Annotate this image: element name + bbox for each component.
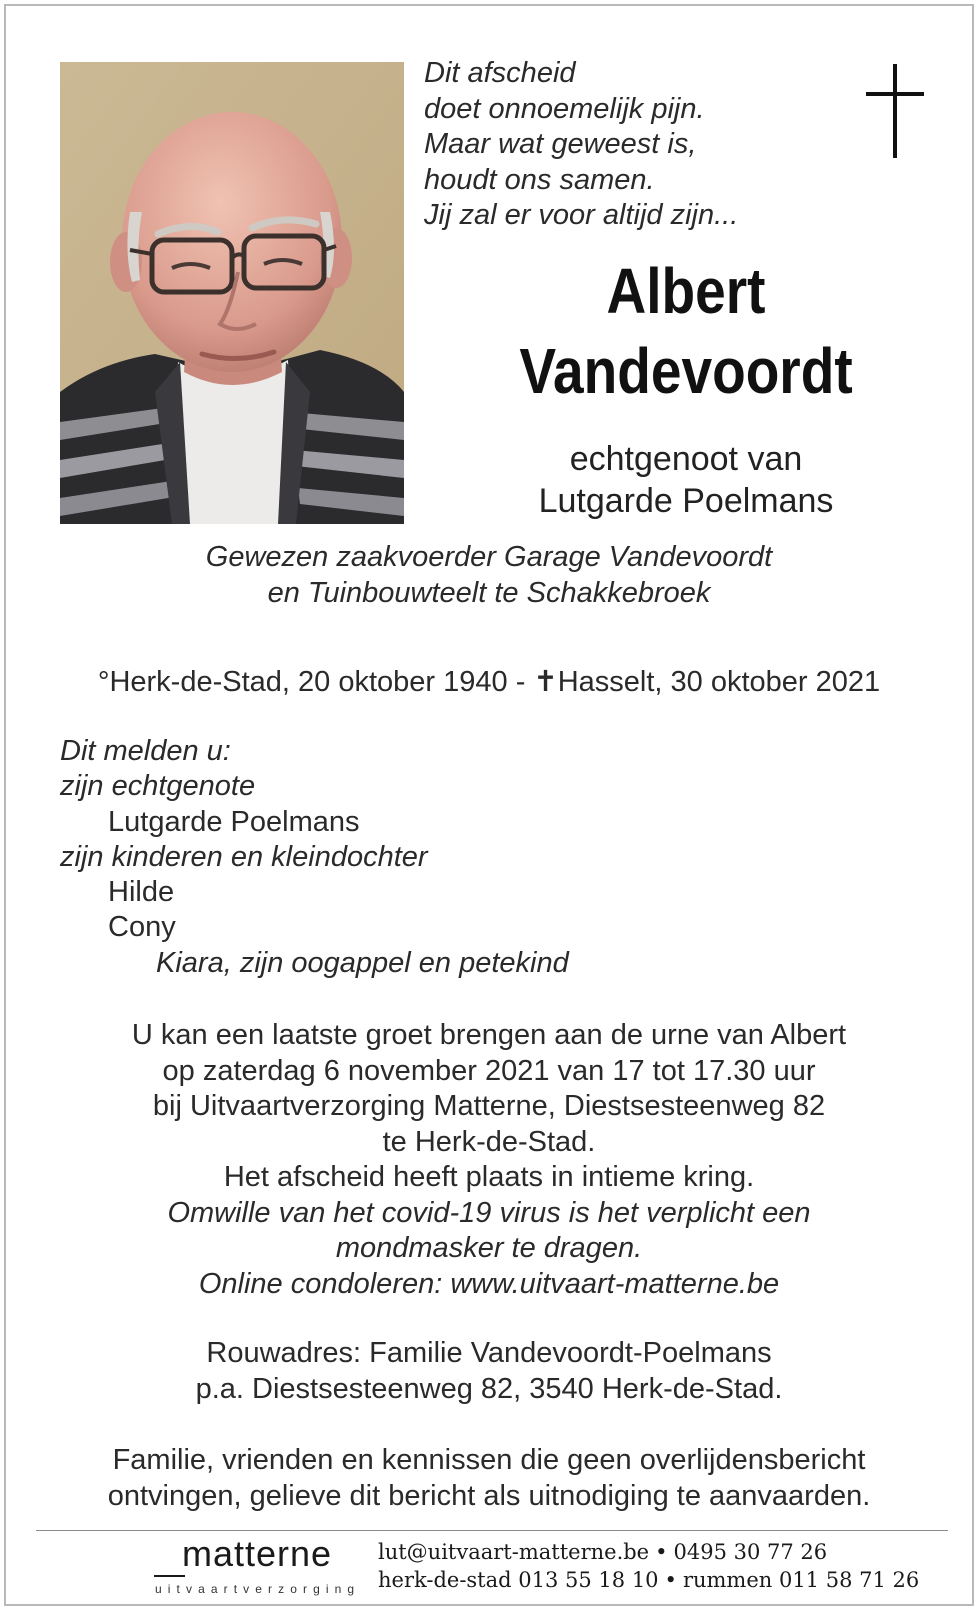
covid-notice: mondmasker te dragen. [335,1232,643,1264]
logo-subtitle: uitvaartverzorging [155,1582,361,1596]
mourning-address [6,1336,972,1407]
ceremony-line: bij Uitvaartverzorging Matterne, Diestsesteenweg 82 [152,1090,826,1122]
ceremony-line: U kan een laatste groet brengen aan de urne van Albert [131,1019,847,1051]
deceased-first-name: Albert [606,255,766,327]
poem-line: doet onnoemelijk pijn. [424,92,705,125]
bullet-separator: • [664,1568,677,1592]
poem-line: Jij zal er voor altijd zijn... [424,199,739,231]
spouse-name: Lutgarde Poelmans [108,805,360,838]
child-name: Cony [108,911,176,944]
footer-divider [36,1530,948,1531]
portrait-photo [60,62,404,524]
profession [6,540,972,611]
relation [426,438,946,522]
announcers [60,734,569,981]
birth-death-dates: °Herk-de-Stad, 20 oktober 1940 - ✝Hasselt, 30 oktober 2021 [97,666,881,698]
profession-line: en Tuinbouwteelt te Schakkebroek [267,576,711,609]
phone-number[interactable]: 0495 30 77 26 [673,1540,828,1564]
ceremony-info [6,1018,972,1302]
logo-underline [154,1575,185,1577]
ceremony-line: Het afscheid heeft plaats in intieme kring. [223,1161,755,1193]
granddaughter-name: Kiara, zijn oogappel en petekind [156,946,569,979]
location-phone: herk-de-stad 013 55 18 10 [378,1568,659,1592]
closing-line: Familie, vrienden en kennissen die geen overlijdensbericht [112,1444,866,1476]
announcers-intro: Dit melden u: [60,735,231,767]
poem [424,56,738,234]
relation-spouse: Lutgarde Poelmans [538,482,834,520]
poem-line: houdt ons samen. [424,163,655,196]
ceremony-line: op zaterdag 6 november 2021 van 17 tot 17.30 uur [162,1054,816,1087]
online-condolence: Online condoleren: www.uitvaart-matterne.be [198,1267,780,1300]
address-line: p.a. Diestsesteenweg 82, 3540 Herk-de-Stad. [195,1372,783,1405]
child-name: Hilde [108,876,175,909]
email-link[interactable]: lut@uitvaart-matterne.be [378,1540,650,1564]
deceased-last-name: Vandevoordt [519,335,853,407]
ceremony-line: te Herk-de-Stad. [382,1125,596,1158]
death-notice-card [4,4,974,1606]
address-line: Rouwadres: Familie Vandevoordt-Poelmans [206,1337,772,1369]
children-label: zijn kinderen en kleindochter [60,840,428,873]
spouse-label: zijn echtgenote [60,770,256,803]
profession-line: Gewezen zaakvoerder Garage Vandevoordt [205,541,773,573]
covid-notice: Omwille van het covid-19 virus is het verplicht een [167,1196,811,1229]
matterne-logo: matterne [182,1533,333,1574]
poem-line: Maar wat geweest is, [424,128,697,160]
relation-label: echtgenoot van [569,440,803,478]
bullet-separator: • [655,1540,668,1564]
location-phone: rummen 011 58 71 26 [682,1568,920,1592]
footer-contact [378,1538,919,1594]
poem-line: Dit afscheid [424,57,576,89]
closing-note [6,1443,972,1514]
closing-line: ontvingen, gelieve dit bericht als uitnodiging te aanvaarden. [107,1479,871,1512]
cross-icon [866,62,926,162]
